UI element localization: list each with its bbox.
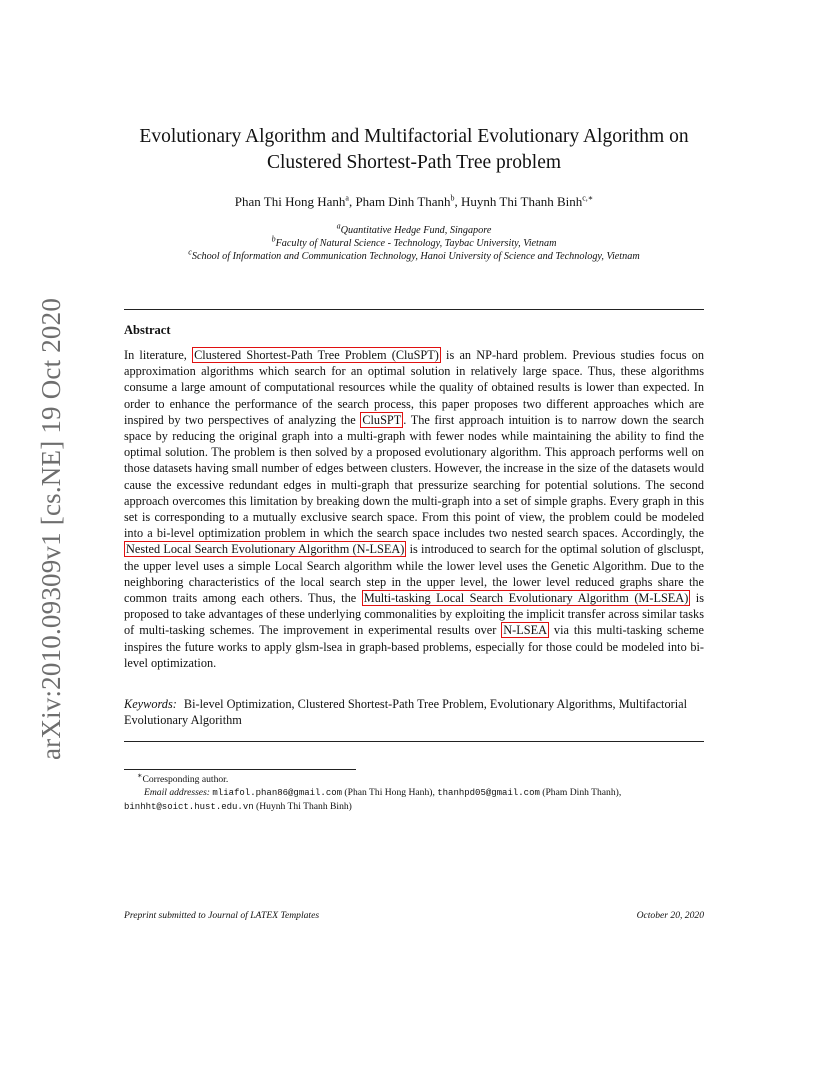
affiliation [60, 234, 768, 250]
author-affil-mark: b [450, 193, 455, 203]
paper-title [100, 124, 728, 176]
acronym-link-n-lsea[interactable]: N-LSEA [503, 623, 547, 638]
author-affil-mark: a [345, 193, 349, 203]
author-separator: , [454, 194, 462, 209]
author-separator: , [348, 194, 356, 209]
affiliation-text: School of Information and Communication Technology, Hanoi University of Science and Technology, Vietnam [191, 251, 640, 262]
acronym-link-cluspt-full[interactable]: Clustered Shortest-Path Tree Problem (CluSPT) [194, 348, 439, 362]
keywords-label: Keywords: [124, 697, 177, 711]
abstract-body [124, 347, 704, 671]
affiliation-mark: b [271, 234, 276, 244]
author-list [100, 194, 728, 210]
corresponding-author-note [124, 770, 704, 786]
affiliation-mark: c [188, 247, 192, 257]
email-owner: (Pham Dinh Thanh), [539, 787, 622, 798]
email-owner: (Huynh Thi Thanh Binh) [253, 801, 352, 812]
author-affil-mark: c,∗ [582, 193, 594, 203]
keywords [124, 696, 704, 728]
acronym-link-n-lsea-full[interactable]: Nested Local Search Evolutionary Algorithm (N-LSEA) [126, 542, 405, 557]
abstract-text: is proposed to take advantages of these underlying commonalities by exploiting the implicit transfer across similar tasks of multi-tasking schemes. The improvement in experimental results over [124, 591, 704, 638]
email-link[interactable]: mliafol.phan86@gmail.com [212, 788, 343, 798]
email-label: Email addresses: [144, 787, 210, 798]
affiliation [60, 247, 768, 263]
abstract-bottom-rule [124, 741, 704, 742]
abstract-text: . The first approach intuition is to narrow down the search space by reducing the original graph into a multi-graph with fewer nodes while maintaining the ability to find the optimal solution. The problem is then solved by a proposed evolutionary algorithm. This approach performs well on those datasets having small number of edges between clusters. However, the increase in the size of the datasets would cause the excessive redundant edges in multi-graph that pressurize searching for potential solutions. The second approach overcomes this limitation by breaking down the multi-graph into a set of simple graphs. Every graph in this set is corresponding to a mutually exclusive search space. From this point of view, the problem could be modeled into a bi-level optimization problem in which the search space includes two nested search spaces. Accordingly, the [124, 412, 704, 541]
footnotes [124, 770, 704, 814]
abstract-text: is an NP-hard problem. Previous studies focus on approximation algorithms which search for an optimal solution in relatively large space. Thus, these algorithms consume a large amount of computational resources while the quality of obtained results is lower than expected. In order to enhance the performance of the search process, this paper proposes two different approaches which are inspired by two perspectives of analyzing the [124, 348, 704, 427]
email-owner: (Phan Thi Hong Hanh), [342, 787, 438, 798]
email-link[interactable]: binhht@soict.hust.edu.vn [124, 802, 254, 812]
footnote-rule [124, 769, 356, 770]
abstract-text: via this multi-tasking scheme inspires the future works to apply glsm-lsea in graph-based problems, especially for those could be modeled into bi-level optimization. [124, 623, 704, 670]
preprint-date: October 20, 2020 [636, 910, 704, 921]
arxiv-identifier-stamp: arXiv:2010.09309v1 [cs.NE] 19 Oct 2020 [36, 297, 66, 760]
abstract-top-rule [124, 309, 704, 310]
abstract-text: In literature, [124, 348, 193, 362]
affiliation-text: Quantitative Hedge Fund, Singapore [340, 225, 492, 236]
keywords-text: Bi-level Optimization, Clustered Shortest-Path Tree Problem, Evolutionary Algorithms, Multifactorial Evolutionary Algorithm [124, 697, 687, 728]
email-addresses [124, 786, 704, 800]
acronym-link-cluspt[interactable]: CluSPT [362, 412, 402, 427]
footnote-mark: ∗ [137, 770, 143, 780]
title-line-2: Clustered Shortest-Path Tree problem [266, 152, 562, 173]
author-name: Phan Thi Hong Hanh [234, 194, 346, 209]
email-link[interactable]: thanhpd05@gmail.com [437, 788, 540, 798]
acronym-link-m-lsea-full[interactable]: Multi-tasking Local Search Evolutionary Algorithm (M-LSEA) [363, 591, 689, 606]
affiliation-mark: a [336, 221, 341, 231]
preprint-note: Preprint submitted to Journal of LATEX Templates [124, 910, 320, 921]
title-line-1: Evolutionary Algorithm and Multifactorial Evolutionary Algorithm on [139, 126, 689, 147]
abstract-heading: Abstract [124, 323, 171, 337]
author-name: Pham Dinh Thanh [355, 194, 451, 209]
affiliation [60, 221, 768, 237]
abstract-text: is introduced to search for the optimal solution of glscluspt, the upper level uses a simple Local Search algorithm while the lower level uses the Genetic Algorithm. Due to the neighboring characteristics of the local search step in the upper level, the lower level reduced graphs share the common traits among each others. Thus, the [124, 542, 704, 606]
email-addresses-cont [124, 800, 704, 814]
affiliation-text: Faculty of Natural Science - Technology, Taybac University, Vietnam [275, 238, 557, 249]
author-name: Huynh Thi Thanh Binh [461, 194, 583, 209]
footnote-text: Corresponding author. [142, 774, 229, 785]
